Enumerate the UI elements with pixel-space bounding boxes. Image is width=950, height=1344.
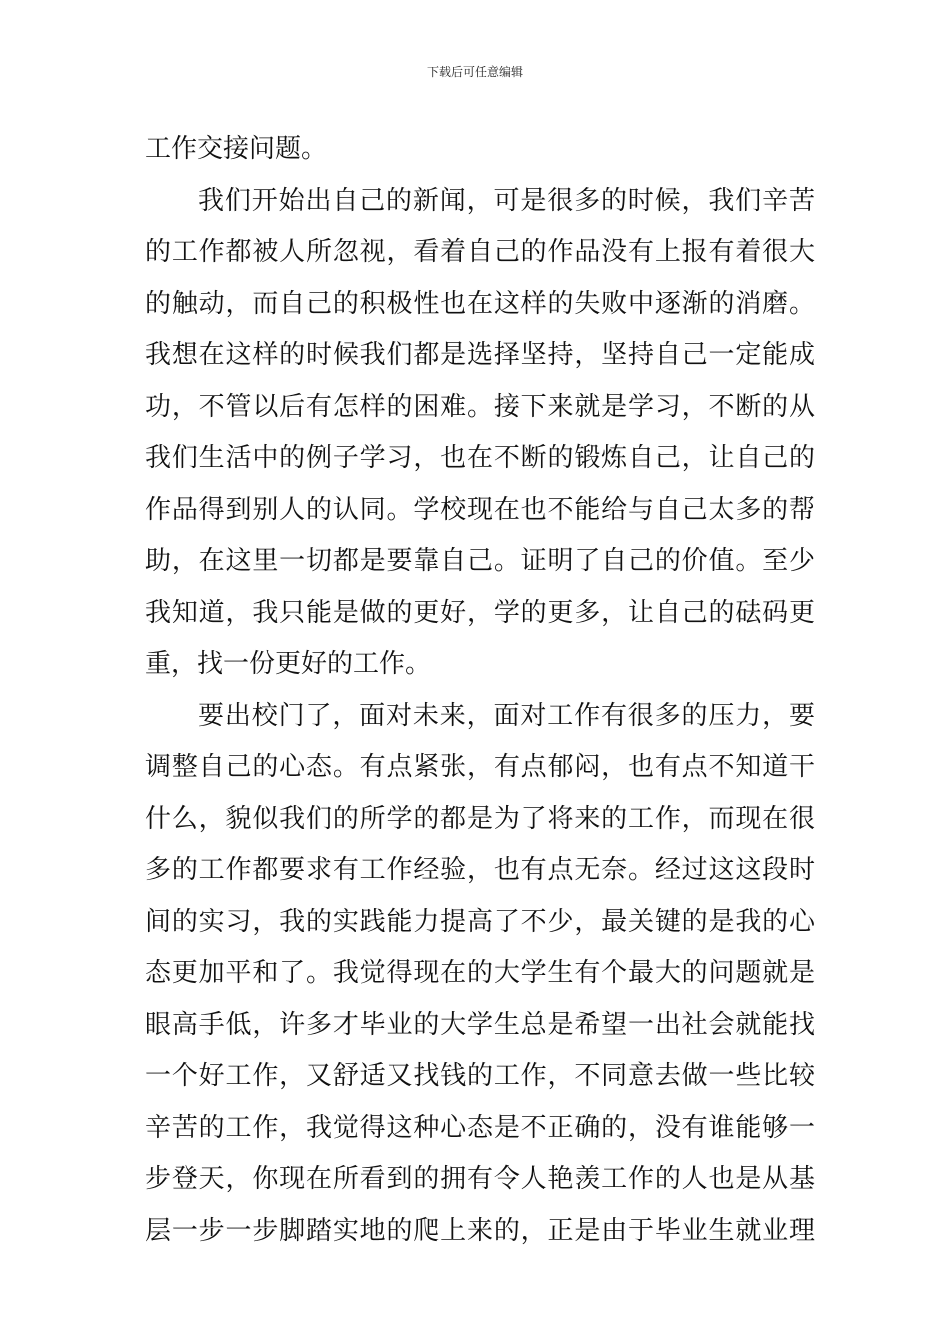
text-line: 工作交接问题。: [145, 134, 328, 164]
text-line: 要出校门了，面对未来，面对工作有很多的压力，要: [198, 700, 815, 731]
text-line: 我知道，我只能是做的更好，学的更多，让自己的砝码更: [145, 597, 815, 628]
text-line: 我们生活中的例子学习，也在不断的锻炼自己，让自己的: [145, 443, 815, 473]
text-line: 助，在这里一切都是要靠自己。证明了自己的价值。至少: [145, 546, 815, 576]
text-line: 的工作都被人所忽视，看着自己的作品没有上报有着很大: [145, 237, 815, 267]
text-line: 眼高手低，许多才毕业的大学生总是希望一出社会就能找: [145, 1009, 815, 1040]
text-line: 间的实习，我的实践能力提高了不少，最关键的是我的心: [145, 906, 815, 937]
text-line: 步登天，你现在所看到的拥有令人艳羡工作的人也是从基: [145, 1164, 815, 1194]
text-line: 多的工作都要求有工作经验，也有点无奈。经过这这段时: [145, 855, 815, 885]
text-line: 功，不管以后有怎样的困难。接下来就是学习，不断的从: [145, 391, 815, 422]
text-line: 层一步一步脚踏实地的爬上来的，正是由于毕业生就业理: [145, 1215, 815, 1246]
text-line: 态更加平和了。我觉得现在的大学生有个最大的问题就是: [145, 958, 815, 988]
text-line: 的触动，而自己的积极性也在这样的失败中逐渐的消磨。: [145, 288, 815, 319]
text-line: 重，找一份更好的工作。: [145, 649, 432, 679]
text-line: 作品得到别人的认同。学校现在也不能给与自己太多的帮: [145, 494, 815, 525]
text-line: 我想在这样的时候我们都是选择坚持，坚持自己一定能成: [145, 340, 815, 370]
text-line: 一个好工作，又舒适又找钱的工作，不同意去做一些比较: [145, 1061, 815, 1091]
text-line: 什么，貌似我们的所学的都是为了将来的工作，而现在很: [145, 803, 815, 834]
page-header: 下载后可任意编辑: [426, 65, 523, 79]
text-line: 辛苦的工作，我觉得这种心态是不正确的，没有谁能够一: [145, 1112, 815, 1143]
body-text: [145, 124, 815, 1257]
text-line: 调整自己的心态。有点紧张，有点郁闷，也有点不知道干: [145, 752, 815, 782]
text-line: 我们开始出自己的新闻，可是很多的时候，我们辛苦: [198, 185, 815, 216]
